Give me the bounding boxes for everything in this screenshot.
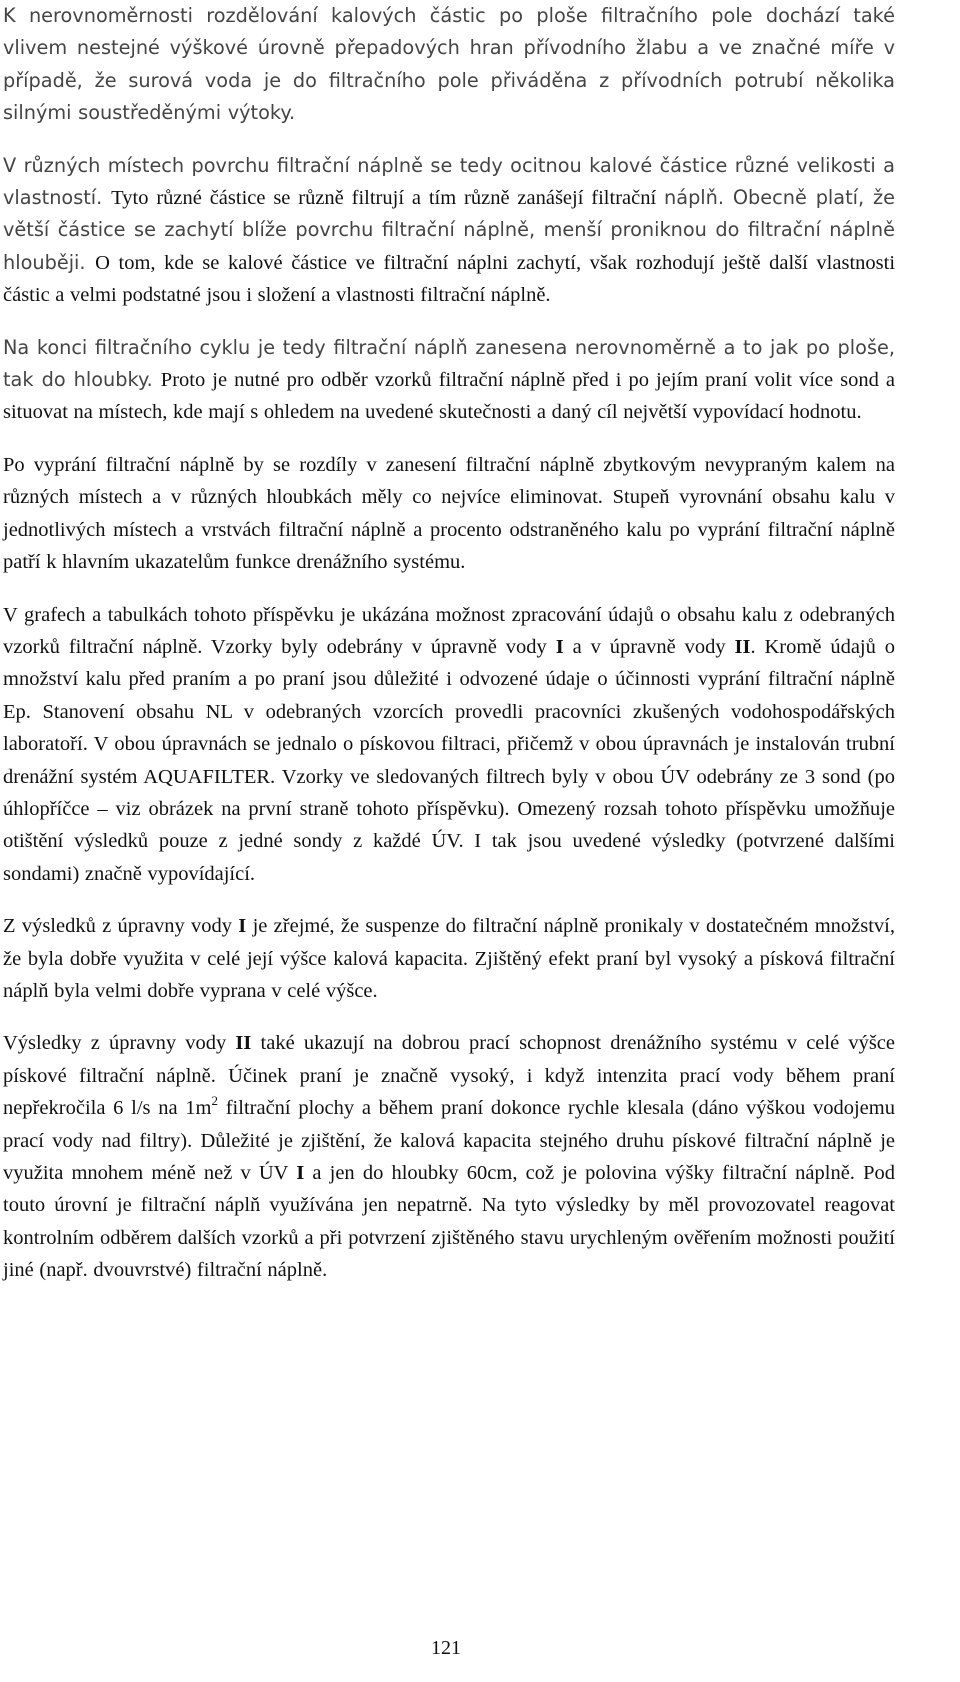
paragraph-p1 <box>3 0 895 130</box>
text-run: . Kromě údajů o množství kalu před praním a po praní jsou důležité i odvozené údaje o účinnosti vyprání filtrační náplně Ep. Stanovení obsahu NL v odebraných vzorcích provedli pracovníci zkušených vodohospodářských laboratoří. V obou úpravnách se jednalo o pískovou filtraci, přičemž v obou úpravnách je instalován trubní drenážní systém AQUAFILTER. Vzorky ve sledovaných filtrech byly v obou ÚV odebrány ze 3 sond (po úhlopříčce – viz obrázek na první straně tohoto příspěvku). Omezený rozsah tohoto příspěvku umožňuje otištění výsledků pouze z jedné sondy z každé ÚV. I tak jsou uvedené výsledky (potvrzené dalšími sondami) značně vypovídající. <box>3 635 895 885</box>
text-run: filtrační plochy a během praní dokonce rychle klesala (dáno výškou vodojemu prací vody nad filtry). Důležité je zjištění, že kalová kapacita stejného druhu pískové filtrační náplně je využita mnohem méně než v ÚV <box>3 1097 895 1184</box>
text-run: K nerovnoměrnosti rozdělování kalových částic po ploše filtračního pole dochází také vlivem nestejné výškové úrovně přepadových hran přívodního žlabu a ve značné míře v případě, že surová voda je do filtračního pole přiváděna z přívodních potrubí několika silnými soustředěnými výtoky. <box>3 4 895 125</box>
text-run: Výsledky z úpravny vody <box>3 1032 236 1055</box>
text-run: a v úpravně vody <box>563 635 735 658</box>
text-run: Z výsledků z úpravny vody <box>3 915 239 938</box>
text-run: I <box>296 1162 305 1184</box>
paragraph-p3 <box>3 332 895 429</box>
paragraph-p4 <box>3 449 895 579</box>
superscript: 2 <box>211 1093 218 1109</box>
text-run: II <box>734 635 751 658</box>
text-run: také ukazují na dobrou prací schopnost drenážního systému v celé výšce pískové filtrační náplně. Účinek praní je značně vysoký, i když intenzita prací vody během praní nepřekročila 6 l/s na 1m <box>3 1032 895 1120</box>
text-run: a jen do hloubky 60cm, což je polovina výšky filtrační náplně. Pod touto úrovní je filtrační náplň využívána jen nepatrně. Na tyto výsledky by měl provozovatel reagovat kontrolním odběrem dalších vzorků a při potvrzení zjištěného stavu urychleným ověřením možnosti použití jiné (např. dvouvrstvé) filtrační náplně. <box>3 1162 895 1282</box>
paragraph-p2 <box>3 150 895 312</box>
paragraph-p7 <box>3 1027 895 1286</box>
text-run: II <box>235 1032 252 1055</box>
text-run: Tyto různé částice se různě filtrují a tím různě zanášejí filtrační <box>111 187 665 210</box>
text-run: Po vyprání filtrační náplně by se rozdíly v zanesení filtrační náplně zbytkovým nevypraným kalem na různých místech a v různých hloubkách měly co nejvíce eliminovat. Stupeň vyrovnání obsahu kalu v jednotlivých místech a vrstvách filtrační náplně a procento odstraněného kalu po vyprání filtrační náplně patří k hlavním ukazatelům funkce drenážního systému. <box>3 453 895 574</box>
text-run: Proto je nutné pro odběr vzorků filtrační náplně před i po jejím praní volit více sond a situovat na místech, kde mají s ohledem na uvedené skutečnosti a daný cíl největší vypovídací hodnotu. <box>3 369 895 424</box>
paragraph-p5 <box>3 599 895 891</box>
text-run: O tom, kde se kalové částice ve filtrační náplni zachytí, však rozhodují ještě další vlastnosti částic a velmi podstatné jsou i složení a vlastnosti filtrační náplně. <box>3 251 896 307</box>
text-run: je zřejmé, že suspenze do filtrační náplně pronikaly v dostatečném množství, že byla dobře využita v celé její výšce kalová kapacita. Zjištěný efekt praní byl vysoký a písková filtrační náplň byla velmi dobře vyprana v celé výšce. <box>3 915 895 1002</box>
text-run: náplň. Obecně platí, že větší částice se zachytí blíže povrchu filtrační náplně, menší proniknou do filtrační náplně hlouběji. <box>3 186 895 274</box>
text-run: Na konci filtračního cyklu je tedy filtrační náplň zanesena nerovnoměrně a to jak po ploše, tak do hloubky. <box>3 335 895 392</box>
text-run: I <box>555 635 564 658</box>
text-run: I <box>238 915 247 938</box>
text-run: V různých místech povrchu filtrační náplně se tedy ocitnou kalové částice různé velikosti a vlastností. <box>3 153 895 210</box>
page-number: 121 <box>431 1637 461 1659</box>
paragraph-p6 <box>3 910 895 1007</box>
document-body <box>3 0 895 1307</box>
text-run: V grafech a tabulkách tohoto příspěvku je ukázána možnost zpracování údajů o obsahu kalu z odebraných vzorků filtrační náplně. Vzorky byly odebrány v úpravně vody <box>3 603 895 658</box>
